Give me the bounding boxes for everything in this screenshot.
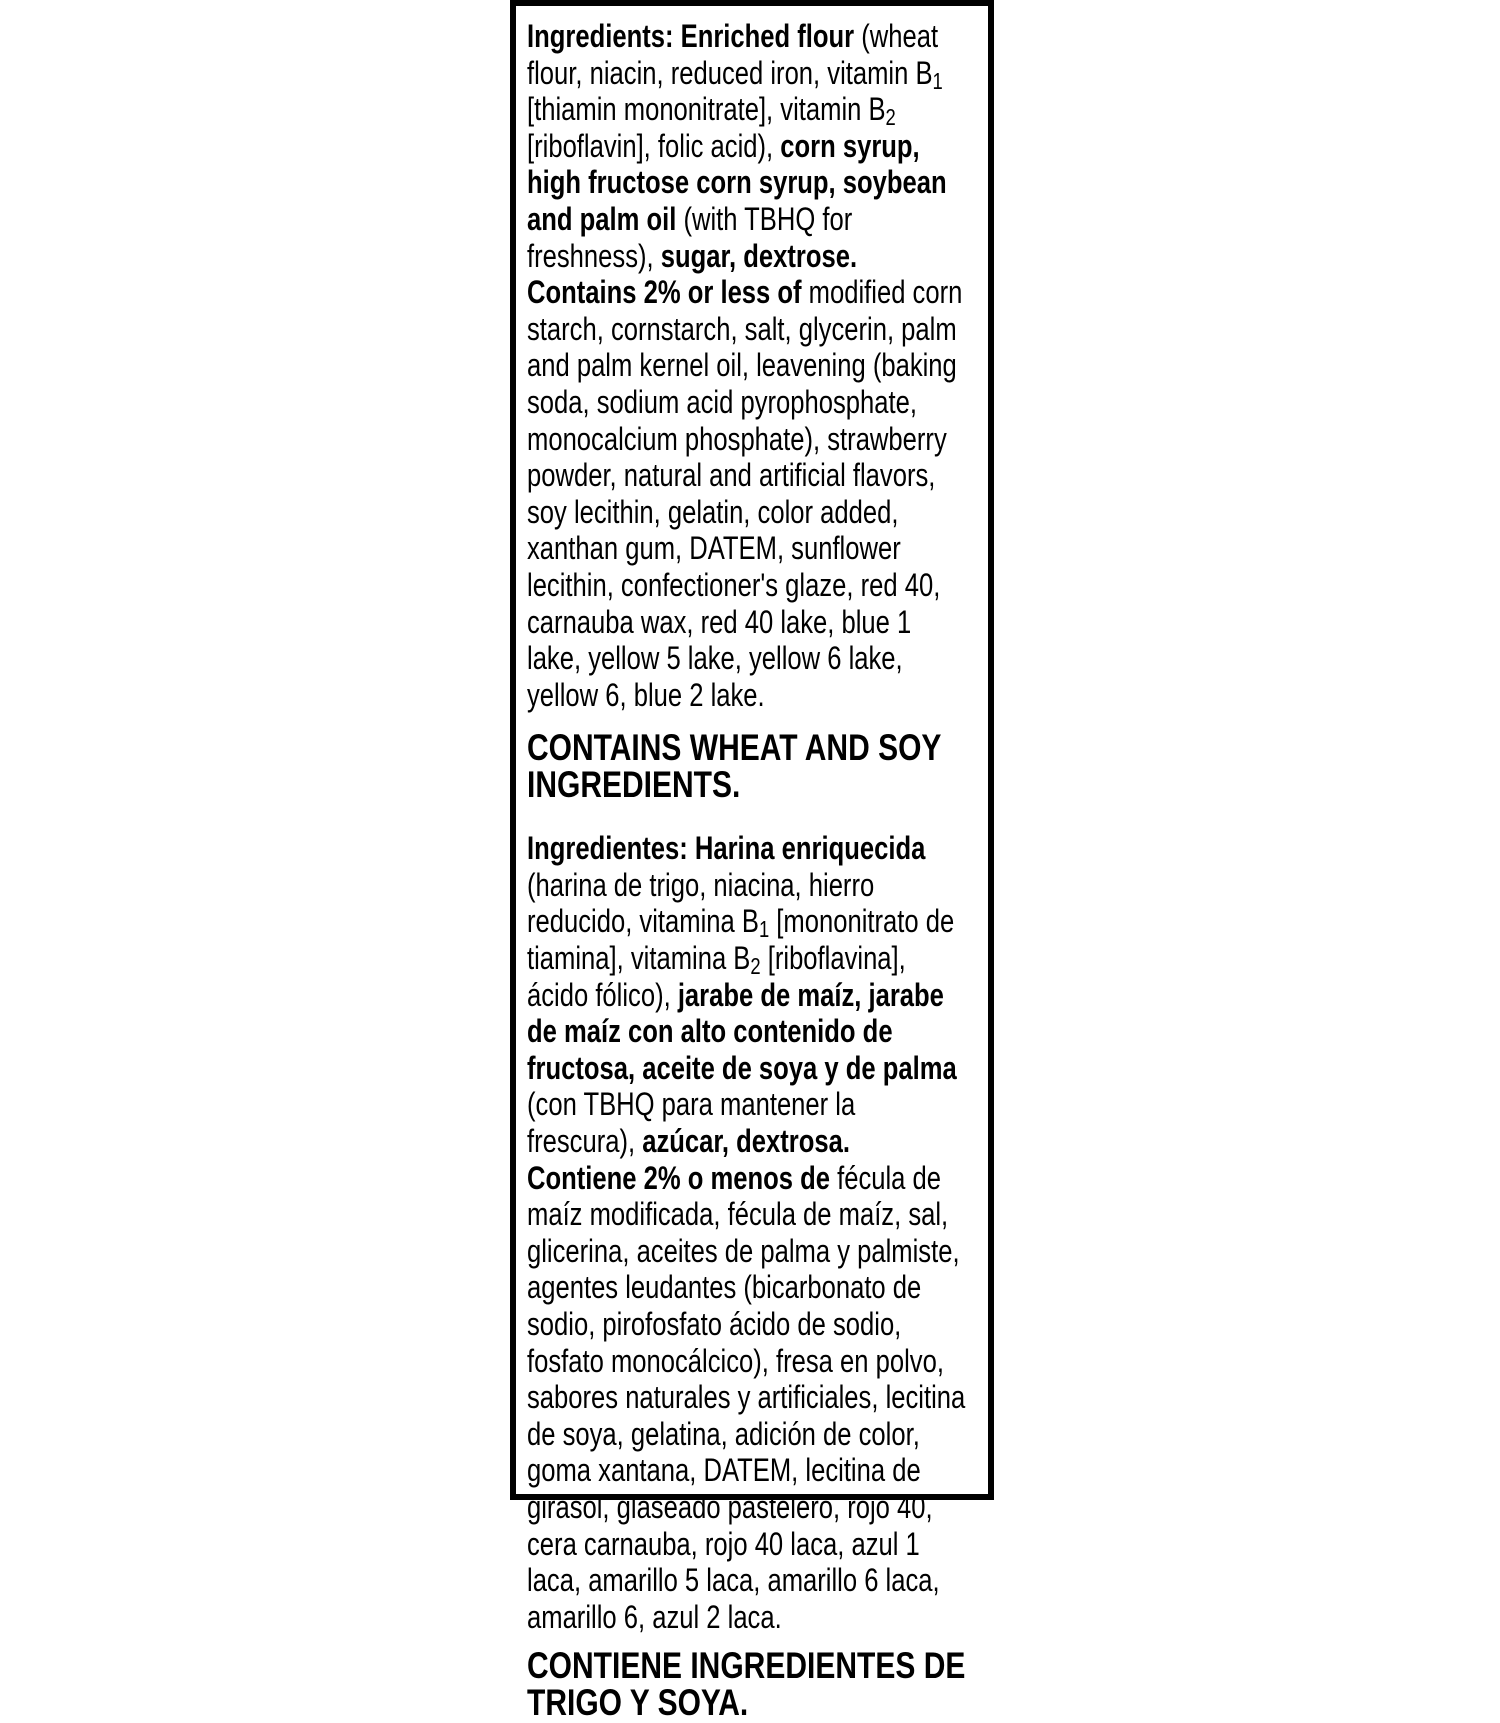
spanish-ingredients-paragraph [527,830,967,1159]
label-content [527,18,966,1723]
sugar-dextrose-text: sugar, dextrose. [660,237,858,274]
vitamina-b1-subscript: 1 [758,916,770,943]
jarabes-aceite-text: jarabe de maíz, jarabe de maíz con alto contenido de fructosa, aceite de soya y de palma [527,976,957,1086]
english-allergen-statement: CONTAINS WHEAT AND SOY INGREDIENTS. [527,726,941,805]
syrups-oil-text: corn syrup, high fructose corn syrup, soybean and palm oil [527,127,947,237]
harina-enriquecida-text: Harina enriquecida [694,830,926,867]
flour-detail-text: (wheat flour, niacin, reduced iron, vitamin B [527,18,939,91]
tbhq-text: (con TBHQ para mantener la frescura), [527,1086,856,1160]
vitamina-b2-subscript: 2 [750,953,761,980]
contiene-menos-label: Contiene 2% o menos de [527,1159,830,1196]
azucar-dextrosa-text: azúcar, dextrosa. [642,1123,850,1160]
minor-ingredients-list: fécula de maíz modificada, fécula de maíz, sal, glicerina, aceites de palma y palmiste, agentes leudantes (bicarbonato de sodio, pirofosfato ácido de sodio, fosfato monocálcico), fresa en polvo, sabores naturales y artificiales, lecitina de soya, gelatina, adición de color, goma xantana, DATEM, lecitina de girasol, glaseado pastelero, rojo 40, cera carnauba, rojo 40 laca, azul 1 laca, amarillo 5 laca, amarillo 6 laca, amarillo 6, azul 2 laca. [527,1159,966,1635]
ingredientes-label: Ingredientes: [527,830,695,867]
english-ingredients-paragraph [527,18,967,274]
enriched-flour-text: Enriched flour [680,18,855,54]
ingredients-label-panel [510,0,994,1723]
ingredients-label: Ingredients: [527,18,681,54]
vitamin-b2-subscript: 2 [885,104,896,131]
english-minor-ingredients-paragraph [527,274,967,713]
contains-less-label: Contains 2% or less of [527,274,802,311]
tbhq-text: (with TBHQ for freshness), [527,200,853,274]
flour-detail-text: [riboflavin], folic acid), [527,127,781,164]
spanish-minor-ingredients-paragraph [527,1160,967,1636]
vitamin-b1-subscript: 1 [932,67,943,94]
spanish-allergen-statement: CONTIENE INGREDIENTES DE TRIGO Y SOYA. [527,1644,966,1723]
minor-ingredients-list: modified corn starch, cornstarch, salt, glycerin, palm and palm kernel oil, leavening (baking soda, sodium acid pyrophosphate, monocalcium phosphate), strawberry powder, natural and artificial flavors, soy lecithin, gelatin, color added, xanthan gum, DATEM, sunflower lecithin, confectioner's glaze, red 40, carnauba wax, red 40 lake, blue 1 lake, yellow 5 lake, yellow 6 lake, yellow 6, blue 2 lake. [527,274,963,713]
flour-detail-text: [thiamin mononitrate], vitamin B [527,91,886,128]
harina-detail-text: (harina de trigo, niacina, hierro reducido, vitamina B [527,866,875,940]
harina-detail-text: [riboflavina], ácido fólico), [527,940,906,1013]
harina-detail-text: [mononitrato de tiamina], vitamina B [527,903,955,977]
